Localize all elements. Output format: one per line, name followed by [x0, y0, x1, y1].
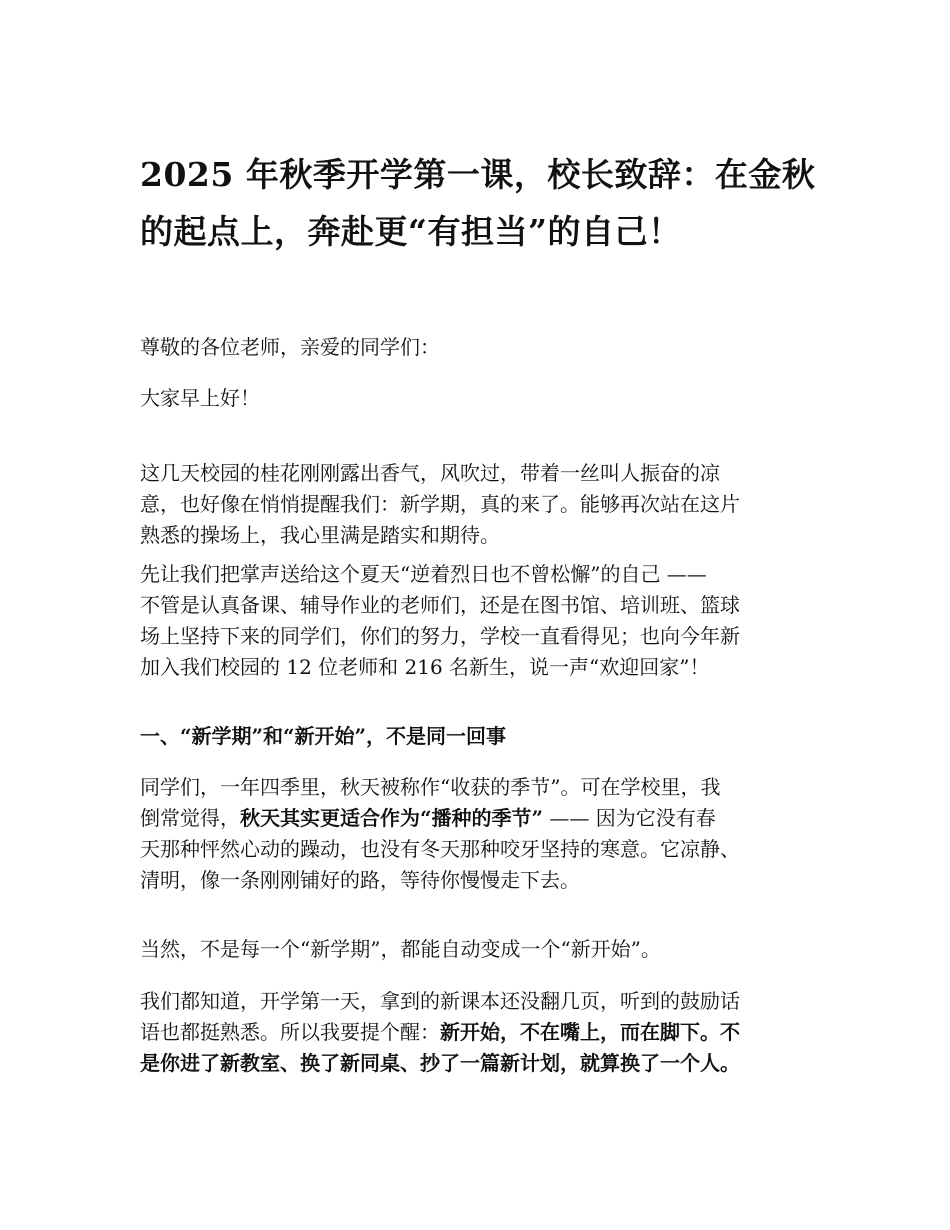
greeting: 尊敬的各位老师，亲爱的同学们： — [140, 335, 440, 359]
morning-greeting: 大家早上好！ — [140, 386, 260, 410]
paragraph-1 — [140, 458, 800, 551]
paragraph-3-line: 同学们，一年四季里，秋天被称作“收获的季节”。可在学校里，我 — [140, 775, 721, 799]
title-line-2: 的起点上，奔赴更“有担当”的自己！ — [140, 212, 682, 251]
paragraph-2-line: 不管是认真备课、辅导作业的老师们，还是在图书馆、培训班、篮球 — [140, 593, 740, 617]
section-heading-1: 一、“新学期”和“新开始”，不是同一回事 — [140, 724, 507, 748]
paragraph-3-line: 天那种怦然心动的躁动，也没有冬天那种咬牙坚持的寒意。它凉静、 — [140, 837, 740, 861]
paragraph-4: 当然，不是每一个“新学期”，都能自动变成一个“新开始”。 — [140, 937, 661, 961]
paragraph-5-text: 语也都挺熟悉。所以我要提个醒： — [140, 1020, 440, 1044]
paragraph-3-text: —— 因为它没有春 — [543, 806, 716, 830]
paragraph-3-line: 清明，像一条刚刚铺好的路，等待你慢慢走下去。 — [140, 868, 580, 892]
paragraph-3-text: 倒常觉得， — [140, 806, 240, 830]
document-title — [140, 146, 816, 260]
paragraph-5 — [140, 986, 800, 1079]
title-line-1: 2025 年秋季开学第一课，校长致辞：在金秋 — [140, 155, 816, 194]
paragraph-2-line: 先让我们把掌声送给这个夏天“逆着烈日也不曾松懈”的自己 —— — [140, 562, 707, 586]
paragraph-1-line: 熟悉的操场上，我心里满是踏实和期待。 — [140, 523, 500, 547]
paragraph-1-line: 意，也好像在悄悄提醒我们：新学期，真的来了。能够再次站在这片 — [140, 492, 740, 516]
paragraph-5-bold-text: 新开始，不在嘴上，而在脚下。不 — [440, 1020, 740, 1044]
paragraph-3-bold-text: 秋天其实更适合作为“播种的季节” — [240, 806, 544, 830]
paragraph-2 — [140, 559, 800, 683]
paragraph-5-line — [140, 1017, 800, 1048]
paragraph-2-line: 场上坚持下来的同学们，你们的努力，学校一直看得见；也向今年新 — [140, 624, 740, 648]
paragraph-5-line: 我们都知道，开学第一天，拿到的新课本还没翻几页，听到的鼓励话 — [140, 989, 740, 1013]
paragraph-3 — [140, 772, 800, 896]
paragraph-3-line — [140, 803, 800, 834]
paragraph-1-line: 这几天校园的桂花刚刚露出香气，风吹过，带着一丝叫人振奋的凉 — [140, 461, 720, 485]
paragraph-5-line: 是你进了新教室、换了新同桌、抄了一篇新计划，就算换了一个人。 — [140, 1051, 740, 1075]
paragraph-2-line: 加入我们校园的 12 位老师和 216 名新生，说一声“欢迎回家”！ — [140, 655, 710, 679]
